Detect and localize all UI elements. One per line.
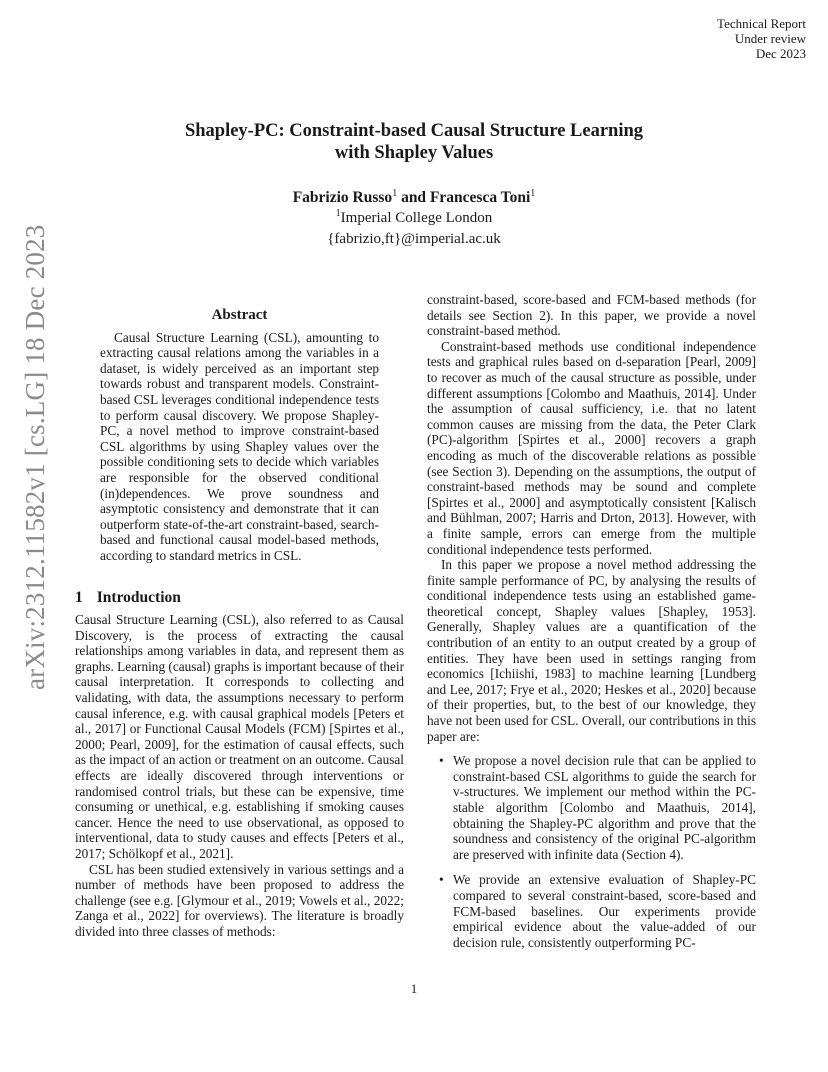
author-email: {fabrizio,ft}@imperial.ac.uk <box>327 231 501 247</box>
affiliation-mark: 1 <box>335 208 341 219</box>
section-title: Introduction <box>96 588 181 606</box>
report-type: Technical Report <box>717 16 806 31</box>
author-list <box>0 188 828 207</box>
abstract-heading: Abstract <box>211 307 268 323</box>
left-column <box>75 294 404 940</box>
report-status-note <box>717 16 806 61</box>
intro-paragraph-2: CSL has been studied extensively in various settings and a number of methods have been proposed to address the challenge (see e.g. [Glymour et al., 2019; Vowels et al., 2022; Zanga et al., 2022] for overviews). The literature is broadly divided into three classes of methods: <box>75 861 404 939</box>
review-status: Under review <box>734 31 806 46</box>
intro-paragraph-3: Constraint-based methods use conditional independence tests and graphical rules based on d-separation [Pearl, 2009] to recover as much of the causal structure as possible, under different assumptions [Colombo and Maathuis, 2014]. Under the assumption of causal sufficiency, i.e. that no latent common causes are missing from the data, the Peter Clark (PC)-algorithm [Spirtes et al., 2000] recovers a graph encoding as much of the discoverable relations as possible (see Section 3). Depending on the assumptions, the output of constraint-based methods may be sound and complete [Spirtes et al., 2000] and asymptotically consistent [Kalisch and Bühlman, 2007; Harris and Drton, 2013]. However, with a finite sample, errors can emerge from the multiple conditional independence tests performed. <box>427 338 756 557</box>
affiliation <box>0 208 828 227</box>
author-2-affiliation-mark: 1 <box>530 188 536 199</box>
section-number: 1 <box>75 588 83 606</box>
affiliation-name: Imperial College London <box>340 210 493 226</box>
list-item: • We provide an extensive evaluation of Shapley-PC compared to several constraint-based, score-based and FCM-based baselines. Our experiments provide empirical evidence about the value-added of our decision rule, consistently outperforming PC- <box>453 872 756 950</box>
contributions-list <box>427 753 756 950</box>
author-conjunction: and <box>397 189 430 207</box>
author-1-affiliation-mark: 1 <box>392 188 398 199</box>
section-heading-introduction <box>75 590 404 606</box>
intro-paragraph-1: Causal Structure Learning (CSL), also referred to as Causal Discovery, is the process of extracting the causal relationships among variables in data, and represent them as graphs. Learning (causal) graphs is important because of their causal interpretation. It corresponds to collecting and validating, with data, the assumptions necessary to perform causal inference, e.g. with causal graphical models [Peters et al., 2017] or Functional Causal Models (FCM) [Spirtes et al., 2000; Pearl, 2009], for the estimation of causal effects, such as the impact of an action or treatment on an outcome. Causal effects are ideally discovered through interventions or randomised control trials, but these can be expensive, time consuming or unethical, e.g. establishing if smoking causes cancer. Hence the need to use observational, as opposed to interventional, data to study causes and effects [Peters et al., 2017; Schölkopf et al., 2021]. <box>75 612 404 861</box>
author-2: Francesca Toni <box>429 189 531 207</box>
author-1: Fabrizio Russo <box>292 189 393 207</box>
paper-title <box>0 120 828 164</box>
page-number: 1 <box>410 981 418 996</box>
arxiv-identifier: arXiv:2312.11582v1 [cs.LG] 18 Dec 2023 <box>20 224 50 690</box>
intro-paragraph-4: In this paper we propose a novel method addressing the finite sample performance of PC, by analysing the results of conditional independence tests using an established game-theoretical concept, Shapley values [Shapley, 1953]. Generally, Shapley values are a quantification of the contribution of an entity to an output created by a group of entities. They have been used in settings ranging from economics [Ichiishi, 1983] to machine learning [Lundberg and Lee, 2017; Frye et al., 2020; Heskes et al., 2020] because of their properties, but, to the best of our knowledge, they have not been used for CSL. Overall, our contributions in this paper are: <box>427 557 756 744</box>
title-line-1: Shapley-PC: Constraint-based Causal Structure Learning <box>184 121 644 141</box>
intro-paragraph-2-continued: constraint-based, score-based and FCM-based methods (for details see Section 2). In this paper, we provide a novel constraint-based method. <box>427 292 756 339</box>
title-line-2: with Shapley Values <box>334 143 494 163</box>
right-column <box>427 292 756 960</box>
list-item: • We propose a novel decision rule that can be applied to constraint-based CSL algorithms to guide the search for v-structures. We implement our method within the PC-stable algorithm [Colombo and Maathuis, 2014], obtaining the Shapley-PC algorithm and prove that the soundness and consistency of the original PC-algorithm are preserved with infinite data (Section 4). <box>453 753 756 862</box>
report-date: Dec 2023 <box>755 46 806 61</box>
abstract-body: Causal Structure Learning (CSL), amounting to extracting causal relations among the variables in a dataset, is widely perceived as an important step towards robust and transparent models. Constraint-based CSL leverages conditional independence tests to perform causal discovery. We propose Shapley-PC, a novel method to improve constraint-based CSL algorithms by using Shapley values over the possible conditioning sets to decide which variables are responsible for the observed conditional (in)dependences. We prove soundness and asymptotic consistency and demonstrate that it can outperform state-of-the-art constraint-based, search-based and functional causal model-based methods, according to standard metrics in CSL. <box>100 329 379 563</box>
